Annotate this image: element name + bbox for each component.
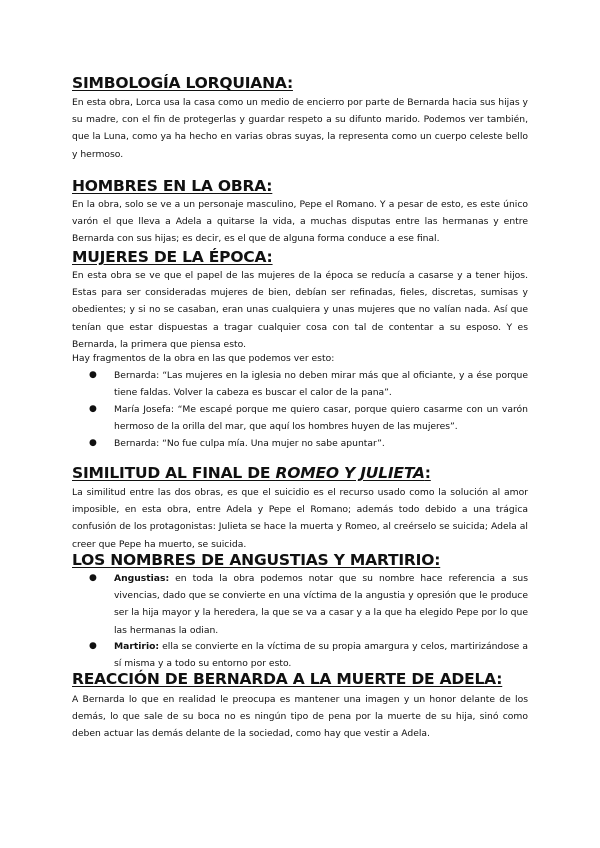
heading-simbologia: SIMBOLOGÍA LORQUIANA: xyxy=(72,74,293,92)
heading-nombres: LOS NOMBRES DE ANGUSTIAS Y MARTIRIO: xyxy=(72,551,441,569)
heading-similitud xyxy=(72,464,431,482)
list-item-mujeres-2: María Josefa: “Me escapé porque me quiero casar, porque quiero casarme con un varón hermoso de la orilla del mar, que aquí los hombres huyen de las mujeres”. xyxy=(114,404,528,433)
text-martirio: ella se convierte en la víctima de su propia amargura y celos, martirizándose a sí misma y a todo su entorno por esto. xyxy=(114,641,528,670)
list-item-angustias xyxy=(114,570,528,639)
bullet-dot: ● xyxy=(89,370,97,380)
paragraph-mujeres: En esta obra se ve que el papel de las mujeres de la época se reducía a casarse y a tener hijos. Estas para ser consideradas mujeres de bien, debían ser refinadas, fieles, discretas, sumisas y obedientes; y si no se casaban, eran unas cualquiera y unas mujeres que no valían nada. Así que tenían que estar dispuestas a tragar cualquier cosa con tal de contentar a su esposo. Y es Bernarda, la primera que piensa esto. xyxy=(72,270,528,350)
paragraph-mujeres-intro: Hay fragmentos de la obra en las que podemos ver esto: xyxy=(72,353,335,364)
bullet-dot: ● xyxy=(89,438,97,448)
label-martirio: Martirio: xyxy=(114,641,160,652)
bullet-dot: ● xyxy=(89,641,97,651)
paragraph-hombres: En la obra, solo se ve a un personaje masculino, Pepe el Romano. Y a pesar de esto, es este único varón el que lleva a Adela a quitarse la vida, a muchas disputas entre las hermanas y entre Bernarda con sus hijas; es decir, es el que de alguna forma conduce a ese final. xyxy=(72,199,528,245)
heading-similitud-prefix: SIMILITUD AL FINAL DE xyxy=(72,464,276,482)
paragraph-simbologia: En esta obra, Lorca usa la casa como un medio de encierro por parte de Bernarda hacia sus hijas y su madre, con el fin de protegerlas y guardar respeto a su difunto marido. Podemos ver también, que la Luna, como ya ha hecho en varias obras suyas, la representa como un cuerpo celeste bello y hermoso. xyxy=(72,97,528,160)
list-item-martirio xyxy=(114,638,528,672)
heading-similitud-italic: ROMEO Y JULIETA xyxy=(275,464,425,482)
heading-similitud-suffix: : xyxy=(424,464,431,482)
paragraph-similitud: La similitud entre las dos obras, es que el suicidio es el recurso usado como la solución al amor imposible, en esta obra, entre Adela y Pepe el Romano; además todo debido a una trágica confusión de los protagonistas: Julieta se hace la muerta y Romeo, al creérselo se suicida; Adela al creer que Pepe ha muerto, se suicida. xyxy=(72,487,528,550)
label-angustias: Angustias: xyxy=(114,573,170,584)
heading-hombres: HOMBRES EN LA OBRA: xyxy=(72,177,273,195)
list-item-mujeres-3: Bernarda: “No fue culpa mía. Una mujer no sabe apuntar”. xyxy=(114,438,385,449)
list-item-mujeres-1: Bernarda: “Las mujeres en la iglesia no deben mirar más que al oficiante, y a ése porque tiene faldas. Volver la cabeza es buscar el calor de la pana”. xyxy=(114,370,528,399)
heading-reaccion: REACCIÓN DE BERNARDA A LA MUERTE DE ADELA: xyxy=(72,670,503,688)
bullet-dot: ● xyxy=(89,573,97,583)
text-angustias: en toda la obra podemos notar que su nombre hace referencia a sus vivencias, dado que se convierte en una víctima de la angustia y opresión que le produce ser la hija mayor y la heredera, la que se va a casar y a la que ha elegido Pepe por lo que las hermanas la odian. xyxy=(114,573,528,636)
paragraph-reaccion: A Bernarda lo que en realidad le preocupa es mantener una imagen y un honor delante de los demás, lo que sale de su boca no es ningún tipo de pena por la muerte de su hija, sinó como deben actuar las demás delante de la sociedad, como hay que vestir a Adela. xyxy=(72,694,528,740)
bullet-dot: ● xyxy=(89,404,97,414)
heading-mujeres: MUJERES DE LA ÉPOCA: xyxy=(72,248,273,266)
